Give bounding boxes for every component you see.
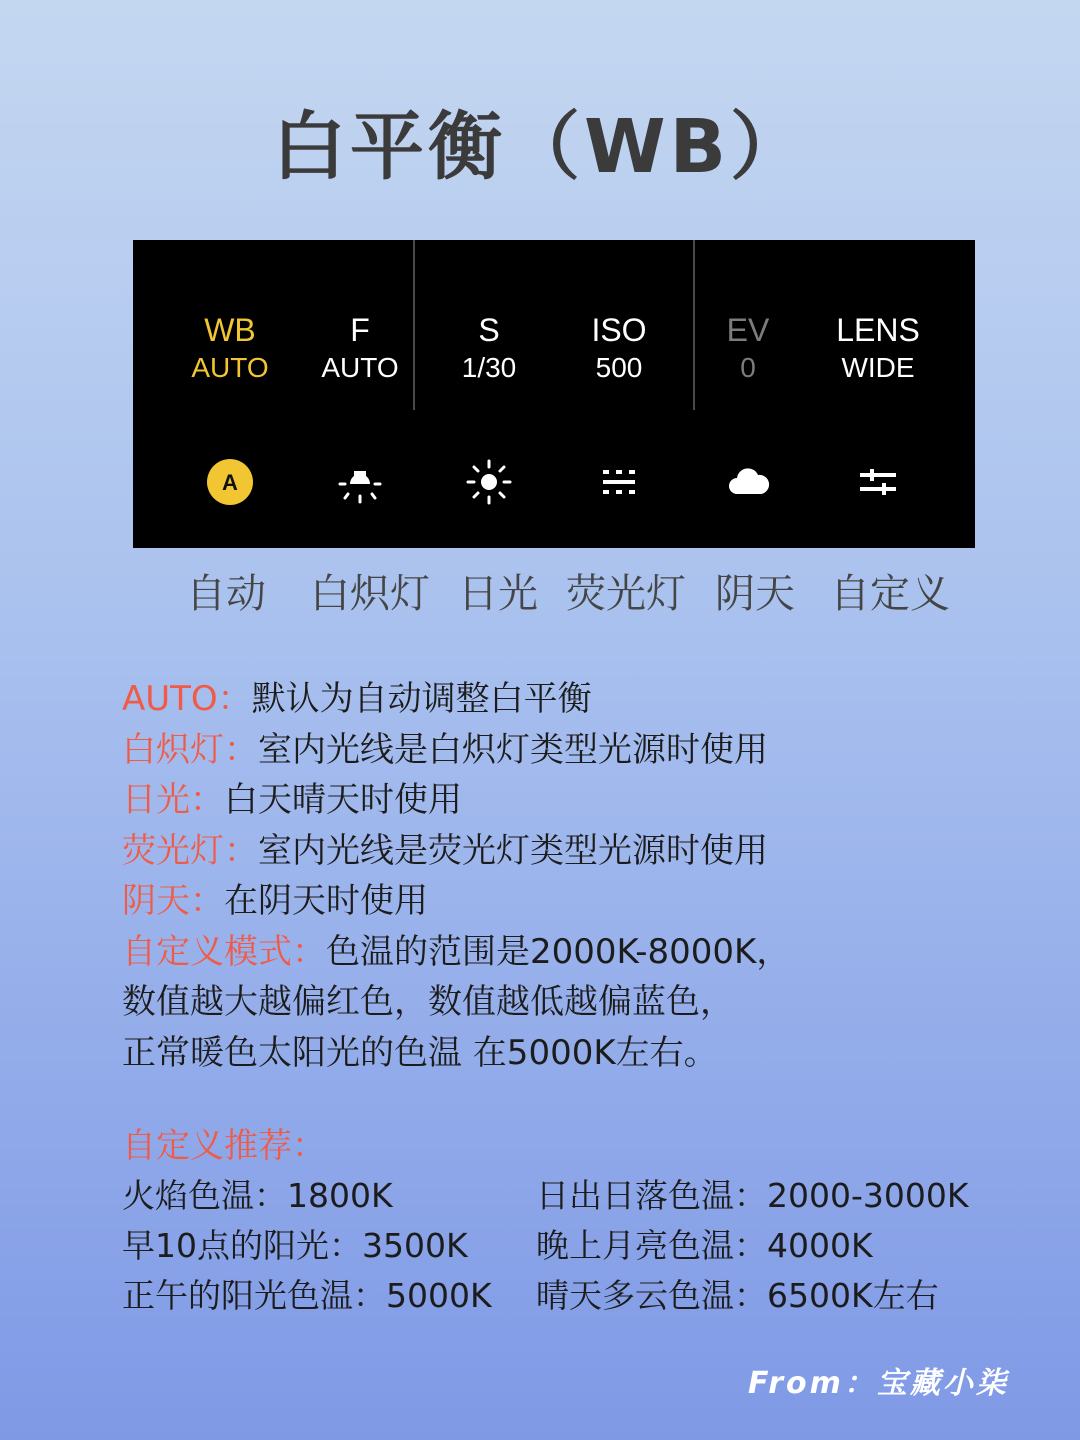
desc-text: 室内光线是白炽灯类型光源时使用 — [258, 729, 768, 770]
aperture-value: AUTO — [321, 352, 399, 383]
desc-text: 色温的范围是2000K-8000K， — [326, 931, 791, 972]
desc-term: AUTO： — [122, 679, 252, 719]
recommend-title: 自定义推荐： — [122, 1126, 326, 1166]
wb-key: WB — [204, 312, 256, 348]
label-custom: 自定义 — [830, 571, 950, 617]
auto-wb-icon[interactable] — [206, 458, 254, 506]
recommendation-item: 日出日落色温：2000-3000K — [536, 1176, 969, 1215]
recommendation-item: 晴天多云色温：6500K左右 — [536, 1276, 939, 1315]
label-daylight: 日光 — [458, 571, 538, 617]
lens-key: LENS — [836, 312, 920, 348]
mode-labels — [0, 562, 1080, 622]
camera-settings-panel-content — [133, 240, 975, 548]
recommendation-item: 晚上月亮色温：4000K — [536, 1226, 873, 1265]
shutter-key: S — [478, 312, 500, 348]
shutter-setting[interactable] — [424, 312, 554, 388]
desc-text: 默认为自动调整白平衡 — [251, 679, 592, 719]
ev-key: EV — [726, 312, 770, 348]
desc-daylight — [122, 775, 1022, 826]
recommendation-item: 正午的阳光色温：5000K — [122, 1276, 492, 1315]
desc-term: 阴天： — [122, 881, 224, 921]
desc-text: 室内光线是荧光灯类型光源时使用 — [258, 830, 768, 871]
desc-term: 白炽灯： — [122, 729, 258, 770]
lens-setting[interactable] — [813, 312, 943, 388]
footer-credit: From：宝藏小柒 — [748, 1366, 1009, 1401]
incandescent-bulb-icon[interactable] — [336, 458, 384, 506]
desc-text: 白天晴天时使用 — [224, 780, 462, 820]
wb-setting[interactable] — [165, 312, 295, 388]
shutter-value: 1/30 — [461, 352, 517, 383]
page-title: 白平衡（WB） — [271, 104, 809, 190]
recommendation-item: 早10点的阳光：3500K — [122, 1226, 468, 1265]
label-cloudy: 阴天 — [715, 571, 795, 617]
iso-setting[interactable] — [554, 312, 684, 388]
aperture-key: F — [350, 312, 370, 348]
divider-1 — [413, 240, 415, 410]
ev-setting[interactable] — [683, 312, 813, 388]
custom-line: 正常暖色太阳光的色温 在5000K左右。 — [122, 1032, 718, 1073]
ev-value: 0 — [740, 352, 756, 383]
desc-term: 荧光灯： — [122, 830, 258, 871]
desc-incandescent — [122, 725, 1022, 776]
label-fluorescent: 荧光灯 — [566, 571, 686, 617]
desc-fluorescent — [122, 826, 1022, 877]
desc-term: 自定义模式： — [122, 931, 326, 972]
cloud-icon[interactable] — [725, 458, 773, 506]
lens-value: WIDE — [841, 352, 915, 383]
aperture-setting[interactable] — [295, 312, 425, 388]
custom-sliders-icon[interactable] — [854, 458, 902, 506]
iso-value: 500 — [595, 352, 643, 383]
description-block — [122, 674, 1022, 1078]
desc-auto — [122, 674, 1022, 725]
desc-custom — [122, 927, 1022, 978]
fluorescent-icon[interactable] — [595, 458, 643, 506]
label-auto: 自动 — [186, 571, 266, 617]
desc-term: 日光： — [122, 780, 224, 820]
custom-line: 数值越大越偏红色，数值越低越偏蓝色， — [122, 982, 734, 1022]
label-incandescent: 白炽灯 — [310, 571, 430, 617]
desc-text: 在阴天时使用 — [224, 881, 428, 921]
desc-cloudy — [122, 876, 1022, 927]
iso-key: ISO — [591, 312, 647, 348]
sun-icon[interactable] — [465, 458, 513, 506]
wb-value: AUTO — [191, 352, 269, 383]
recommendation-item: 火焰色温：1800K — [122, 1176, 393, 1215]
auto-icon-letter: A — [222, 470, 238, 495]
